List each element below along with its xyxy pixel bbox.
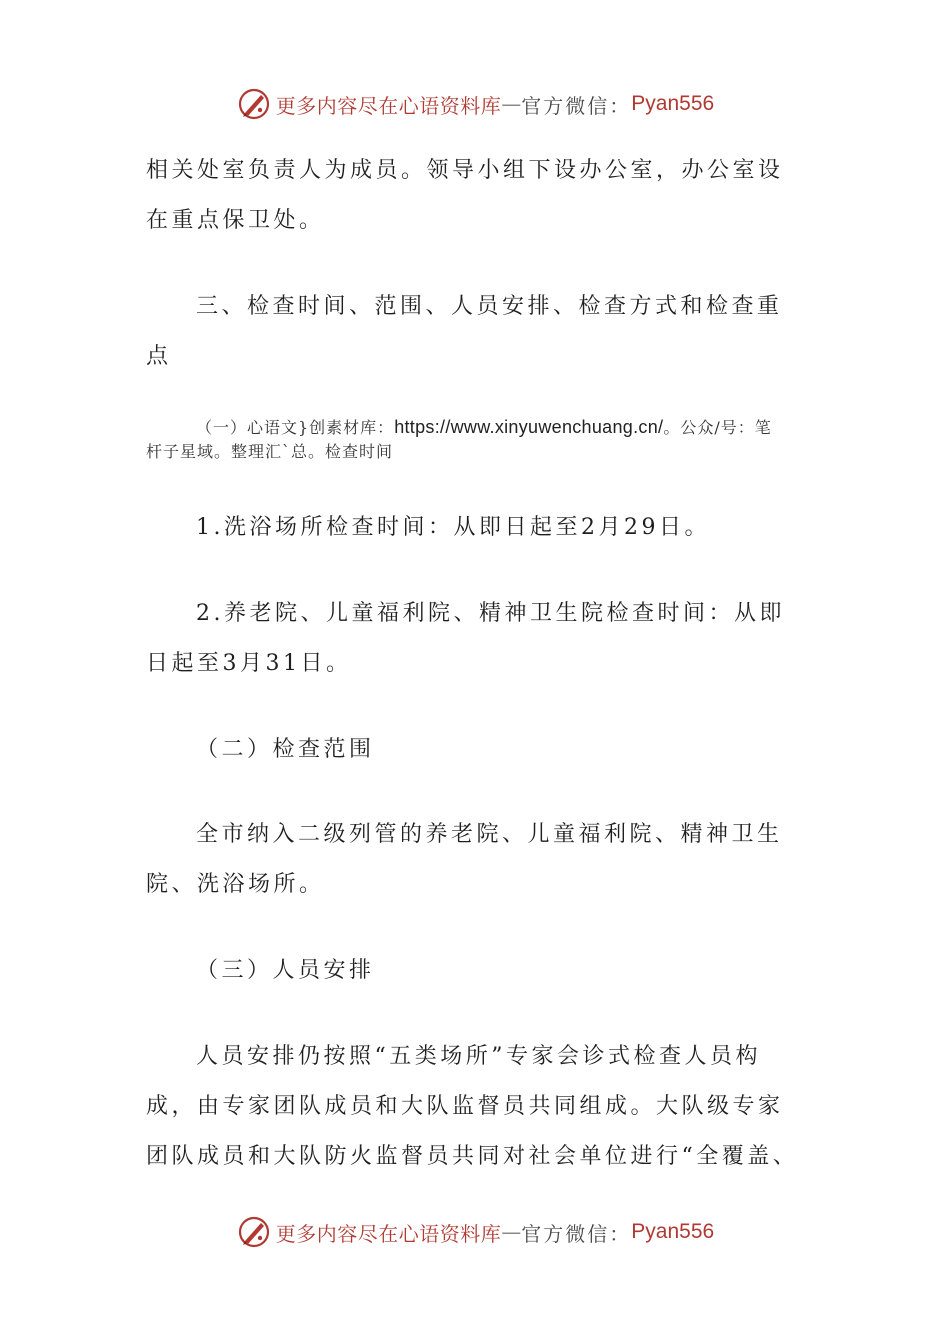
subsection-heading: （二）检查范围 — [196, 737, 375, 762]
banner-text-cn: 更多内容尽在心语资料库 — [275, 93, 502, 118]
banner-wechat-id: Pyan556 — [631, 1220, 715, 1243]
ad-note-line — [196, 416, 772, 439]
banner-text-wechat: 官方微信： — [521, 1221, 632, 1246]
pen-logo-icon — [236, 1214, 272, 1250]
footer-watermark-banner — [0, 1212, 950, 1252]
paragraph-line: 院、洗浴场所。 — [146, 872, 325, 897]
banner-text-wechat: 官方微信： — [521, 93, 632, 118]
section-heading-line: 点 — [146, 344, 172, 369]
banner-text-cn: 更多内容尽在心语资料库 — [275, 1221, 502, 1246]
ad-note-url: https://www.xinyuwenchuang.cn/ — [394, 417, 664, 437]
section-heading-line: 三、检查时间、范围、人员安排、检查方式和检查重 — [196, 294, 783, 319]
ad-note-suffix: 。公众/号：笔 — [663, 418, 772, 437]
paragraph-line: 成，由专家团队成员和大队监督员共同组成。大队级专家 — [146, 1094, 784, 1119]
paragraph-line: 团队成员和大队防火监督员共同对社会单位进行“全覆盖、 — [146, 1144, 799, 1169]
list-item: 2.养老院、儿童福利院、精神卫生院检查时间：从即 — [196, 601, 785, 626]
banner-wechat-id: Pyan556 — [631, 92, 715, 115]
subsection-heading: （三）人员安排 — [196, 958, 375, 983]
list-item: 1.洗浴场所检查时间：从即日起至2月29日。 — [196, 515, 710, 540]
ad-note-line-2: 杆子星域。整理汇`总。检查时间 — [146, 442, 394, 461]
paragraph-line: 在重点保卫处。 — [146, 208, 325, 233]
banner-dash: — — [501, 1220, 522, 1244]
pen-logo-icon — [236, 86, 272, 122]
header-watermark-banner — [0, 84, 950, 124]
banner-dash: — — [501, 92, 522, 116]
list-item-continuation: 日起至3月31日。 — [146, 651, 352, 676]
paragraph-line: 人员安排仍按照“五类场所”专家会诊式检查人员构 — [196, 1044, 761, 1069]
ad-note-prefix: （一）心语文}创素材库： — [196, 418, 395, 437]
paragraph-line: 全市纳入二级列管的养老院、儿童福利院、精神卫生 — [196, 822, 783, 847]
paragraph-line: 相关处室负责人为成员。领导小组下设办公室，办公室设 — [146, 158, 784, 183]
